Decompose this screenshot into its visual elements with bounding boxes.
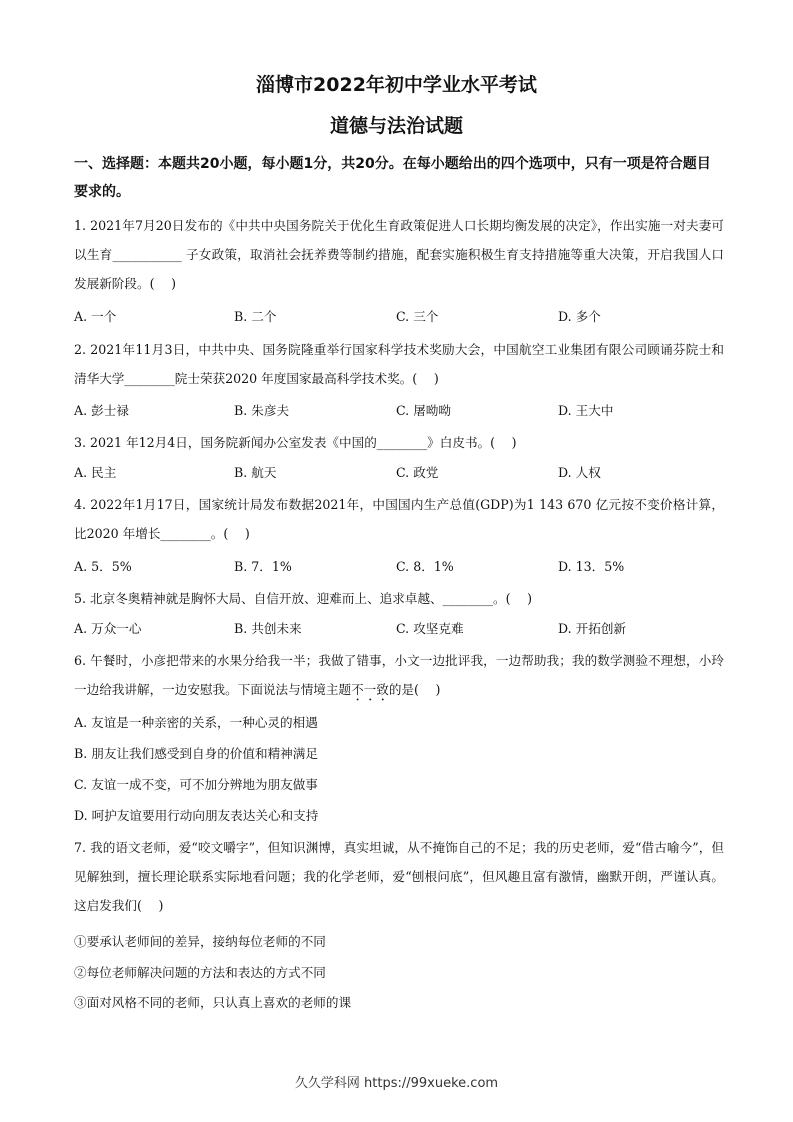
question-2-options (74, 400, 724, 422)
question-6-option-b[interactable]: B. 朋友让我们感受到自身的价值和精神满足 (74, 746, 318, 761)
question-2-option-a[interactable]: A. 彭士禄 (74, 403, 129, 418)
question-3-options (74, 462, 724, 484)
question-5-option-a[interactable]: A. 万众一心 (74, 621, 142, 636)
question-5-options (74, 618, 724, 640)
question-4-stem: 4. 2022年1月17日，国家统计局发布数据2021年，中国国内生产总值(GDP)为1 143 670 亿元按不变价格计算，比2020 年增长________。( ) (74, 497, 724, 541)
question-2-option-c[interactable]: C. 屠呦呦 (396, 403, 451, 418)
question-7-item-2[interactable]: ②每位老师解决问题的方法和表达的方式不同 (74, 965, 326, 980)
question-7-stem: 7. 我的语文老师，爱“咬文嚼字”，但知识渊博，真实坦诚，从不掩饰自己的不足；我的历史老师，爱“借古喻今”，但见解独到，擅长理论联系实际地看问题；我的化学老师，爱“刨根问底”，但风趣且富有激情，幽默开朗，严谨认真。这启发我们( ) (74, 840, 724, 913)
question-4-option-c[interactable]: C. 8．1% (396, 559, 454, 574)
question-6-option-a[interactable]: A. 友谊是一种亲密的关系，一种心灵的相遇 (74, 715, 318, 730)
exam-title: 淄博市2022年初中学业水平考试 (256, 74, 537, 96)
question-6-emphasis: 不一致 (351, 682, 389, 697)
question-6-stem-text: 6. 午餐时，小彦把带来的水果分给我一半；我做了错事，小文一边批评我，一边帮助我；我的数学测验不理想，小玲一边给我讲解，一边安慰我。下面说法与情境主题 (74, 653, 724, 697)
question-1-options (74, 306, 724, 328)
section-heading: 一、选择题：本题共20小题，每小题1分，共20分。在每小题给出的四个选项中，只有一项是符合题目要求的。 (74, 156, 711, 200)
question-5-stem: 5. 北京冬奥精神就是胸怀大局、自信开放、迎难而上、追求卓越、________。( ) (74, 591, 533, 606)
question-1-option-b[interactable]: B. 二个 (234, 309, 277, 324)
question-4-option-b[interactable]: B. 7．1% (234, 559, 292, 574)
question-4-option-a[interactable]: A. 5．5% (74, 559, 132, 574)
question-2-option-b[interactable]: B. 朱彦夫 (234, 403, 290, 418)
question-4-option-d[interactable]: D. 13．5% (558, 559, 625, 574)
question-6-stem (74, 646, 724, 704)
question-6-option-d[interactable]: D. 呵护友谊要用行动向朋友表达关心和支持 (74, 808, 319, 823)
question-1-stem: 1. 2021年7月20日发布的《中共中央国务院关于优化生育政策促进人口长期均衡发展的决定》，作出实施一对夫妻可以生育___________ 子女政策，取消社会抚养费等制约措施，配套实施积极生育支持措施等重大决策，开启我国人口发展新阶段。( ) (74, 218, 724, 291)
question-3-option-c[interactable]: C. 政党 (396, 465, 439, 480)
question-3-option-a[interactable]: A. 民主 (74, 465, 117, 480)
exam-subtitle: 道德与法治试题 (329, 115, 463, 137)
question-2-option-d[interactable]: D. 王大中 (558, 403, 614, 418)
question-6-stem-end: 的是( ) (388, 682, 441, 697)
question-3-option-b[interactable]: B. 航天 (234, 465, 277, 480)
question-1-option-a[interactable]: A. 一个 (74, 309, 117, 324)
question-1-option-d[interactable]: D. 多个 (558, 309, 601, 324)
question-5-option-c[interactable]: C. 攻坚克难 (396, 621, 464, 636)
footer-watermark: 久久学科网 https://99xueke.com (294, 1076, 499, 1091)
question-5-option-d[interactable]: D. 开拓创新 (558, 621, 627, 636)
question-7-item-1[interactable]: ①要承认老师间的差异，接纳每位老师的不同 (74, 934, 326, 949)
question-3-option-d[interactable]: D. 人权 (558, 465, 601, 480)
question-6-option-c[interactable]: C. 友谊一成不变，可不加分辨地为朋友做事 (74, 777, 318, 792)
question-7-item-3[interactable]: ③面对风格不同的老师，只认真上喜欢的老师的课 (74, 995, 352, 1010)
question-1-option-c[interactable]: C. 三个 (396, 309, 439, 324)
question-4-options (74, 556, 724, 578)
question-2-stem: 2. 2021年11月3日，中共中央、国务院隆重举行国家科学技术奖励大会，中国航空工业集团有限公司顾诵芬院士和清华大学________院士荣获2020 年度国家最高科学技术奖。( ) (74, 342, 724, 386)
question-3-stem: 3. 2021 年12月4日，国务院新闻办公室发表《中国的________》白皮书。( ) (74, 435, 517, 450)
question-5-option-b[interactable]: B. 共创未来 (234, 621, 302, 636)
